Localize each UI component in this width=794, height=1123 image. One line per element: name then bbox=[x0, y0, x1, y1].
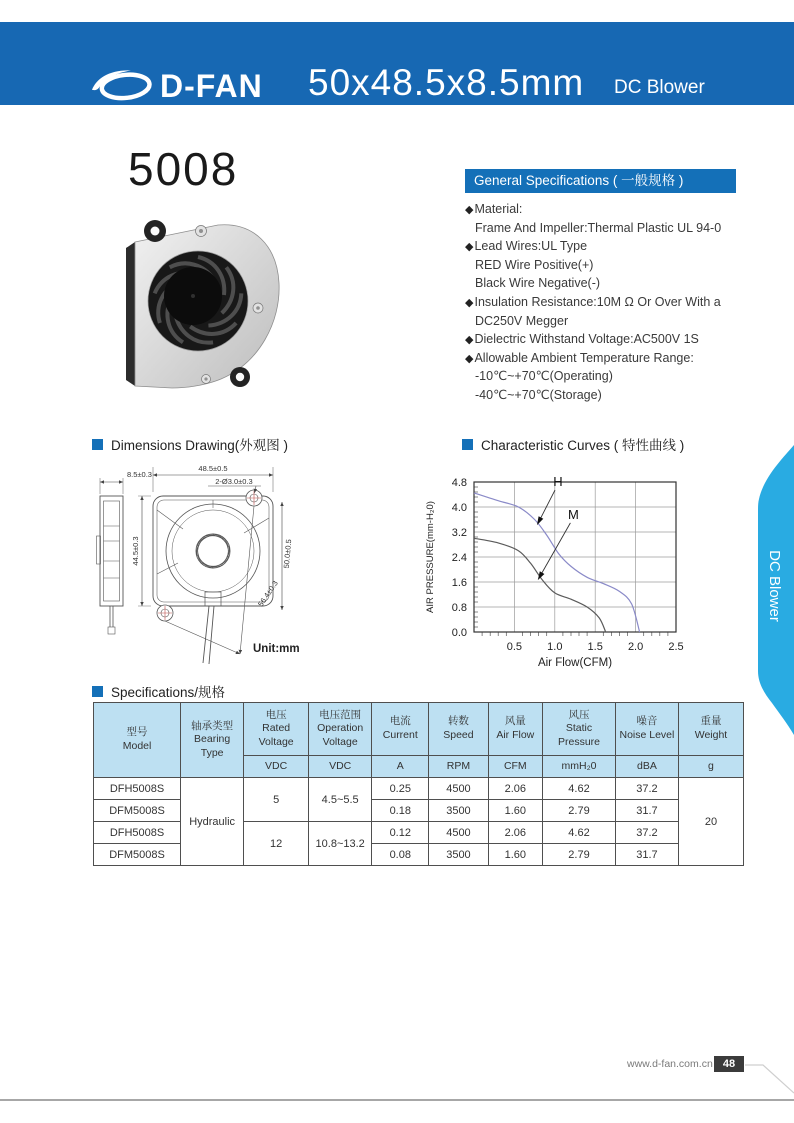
spec-line: ◆Lead Wires:UL Type bbox=[465, 239, 588, 254]
blue-square-bullet-icon bbox=[92, 439, 103, 450]
header-bar bbox=[0, 22, 794, 105]
unit-cell: VDC bbox=[309, 756, 372, 778]
cell-weight: 20 bbox=[678, 778, 743, 866]
unit-cell: VDC bbox=[244, 756, 309, 778]
cell-airflow: 1.60 bbox=[488, 800, 543, 822]
spec-line: ◆Material: bbox=[465, 202, 523, 216]
svg-text:M: M bbox=[567, 506, 579, 522]
blue-square-bullet-icon bbox=[462, 439, 473, 450]
cell-model: DFH5008S bbox=[94, 822, 181, 844]
website-url: www.d-fan.com.cn bbox=[627, 1058, 713, 1070]
svg-text:3.2: 3.2 bbox=[451, 527, 467, 539]
dimensions-drawing bbox=[88, 456, 423, 691]
cell-current: 0.18 bbox=[372, 800, 429, 822]
unit-cell: dBA bbox=[615, 756, 678, 778]
front-view bbox=[153, 496, 273, 664]
svg-text:4.8: 4.8 bbox=[451, 477, 467, 489]
y-axis-label: AIR PRESSURE(mm-H₂0) bbox=[425, 501, 436, 613]
svg-text:0.8: 0.8 bbox=[451, 602, 467, 614]
cell-rated-voltage: 5 bbox=[244, 778, 309, 822]
d-fan-logo-icon bbox=[90, 66, 156, 105]
mounting-holes bbox=[157, 490, 262, 621]
col-header-pressure: 风压 Static Pressure bbox=[543, 703, 616, 756]
spec-line: -40℃~+70℃(Storage) bbox=[475, 387, 602, 402]
unit-cell: RPM bbox=[429, 756, 488, 778]
characteristic-curves-chart bbox=[420, 456, 750, 686]
curves-section-title: Characteristic Curves ( 特性曲线 ) bbox=[462, 434, 684, 454]
side-view bbox=[97, 496, 124, 634]
page-number-badge: 48 bbox=[714, 1056, 744, 1072]
table-row bbox=[94, 778, 744, 800]
svg-text:2.0: 2.0 bbox=[627, 641, 644, 653]
spec-line: Frame And Impeller:Thermal Plastic UL 94-0 bbox=[475, 220, 722, 235]
cell-model: DFM5008S bbox=[94, 844, 181, 866]
cell-pressure: 4.62 bbox=[543, 822, 616, 844]
dimensions-section-title: Dimensions Drawing(外观图 ) bbox=[92, 434, 288, 454]
side-tab-label: DC Blower bbox=[766, 550, 783, 622]
spec-line: Black Wire Negative(-) bbox=[475, 276, 601, 291]
cell-model: DFM5008S bbox=[94, 800, 181, 822]
col-header-operation-voltage: 电压范围 Operation Voltage bbox=[309, 703, 372, 756]
svg-text:2.5: 2.5 bbox=[668, 641, 684, 653]
specifications-table bbox=[93, 702, 744, 866]
cell-current: 0.25 bbox=[372, 778, 429, 800]
svg-text:44.5±0.3: 44.5±0.3 bbox=[131, 536, 140, 566]
col-header-model: 型号 Model bbox=[94, 703, 181, 778]
col-header-airflow: 风量 Air Flow bbox=[488, 703, 543, 756]
cell-current: 0.08 bbox=[372, 844, 429, 866]
cell-speed: 4500 bbox=[429, 822, 488, 844]
cell-pressure: 4.62 bbox=[543, 778, 616, 800]
diamond-bullet-icon: ◆ bbox=[465, 334, 474, 347]
cell-voltage-range: 4.5~5.5 bbox=[309, 778, 372, 822]
svg-text:1.0: 1.0 bbox=[547, 641, 563, 653]
unit-cell: A bbox=[372, 756, 429, 778]
spec-line: ◆Dielectric Withstand Voltage:AC500V 1S bbox=[465, 332, 699, 347]
cell-model: DFH5008S bbox=[94, 778, 181, 800]
svg-text:1.6: 1.6 bbox=[451, 577, 467, 589]
page-title-size: 50x48.5x8.5mm bbox=[308, 62, 585, 103]
brand-name: D-FAN bbox=[160, 68, 263, 104]
svg-text:8.5±0.3: 8.5±0.3 bbox=[127, 470, 152, 479]
cell-pressure: 2.79 bbox=[543, 844, 616, 866]
diamond-bullet-icon: ◆ bbox=[465, 296, 474, 309]
spec-line: DC250V Megger bbox=[475, 313, 569, 328]
diamond-bullet-icon: ◆ bbox=[465, 204, 474, 216]
cell-noise: 37.2 bbox=[615, 822, 678, 844]
cell-current: 0.12 bbox=[372, 822, 429, 844]
col-header-bearing: 轴承类型 Bearing Type bbox=[181, 703, 244, 778]
cell-airflow: 2.06 bbox=[488, 778, 543, 800]
unit-cell: g bbox=[678, 756, 743, 778]
spec-line: RED Wire Positive(+) bbox=[475, 257, 594, 272]
product-type-label: DC Blower bbox=[614, 77, 705, 98]
x-axis-label: Air Flow(CFM) bbox=[537, 657, 613, 669]
svg-text:1.5: 1.5 bbox=[587, 641, 603, 653]
col-header-weight: 重量 Weight bbox=[678, 703, 743, 756]
model-number: 5008 bbox=[128, 143, 239, 195]
unit-cell: mmH₂0 bbox=[543, 756, 616, 778]
svg-text:0.5: 0.5 bbox=[506, 641, 523, 653]
spec-line: ◆Allowable Ambient Temperature Range: bbox=[465, 350, 694, 365]
general-specs-title: General Specifications ( 一般规格 ) bbox=[465, 169, 736, 193]
svg-text:48.5±0.5: 48.5±0.5 bbox=[198, 464, 228, 473]
svg-text:2.4: 2.4 bbox=[451, 552, 467, 564]
blue-square-bullet-icon bbox=[92, 686, 103, 697]
diamond-bullet-icon: ◆ bbox=[465, 352, 474, 365]
cell-speed: 4500 bbox=[429, 778, 488, 800]
svg-text:4.0: 4.0 bbox=[451, 502, 467, 514]
cell-voltage-range: 10.8~13.2 bbox=[309, 822, 372, 866]
general-specs-list bbox=[465, 200, 785, 405]
cell-noise: 31.7 bbox=[615, 844, 678, 866]
unit-label: Unit:mm bbox=[253, 643, 300, 655]
cell-airflow: 1.60 bbox=[488, 844, 543, 866]
cell-speed: 3500 bbox=[429, 800, 488, 822]
cell-noise: 31.7 bbox=[615, 800, 678, 822]
cell-pressure: 2.79 bbox=[543, 800, 616, 822]
cell-noise: 37.2 bbox=[615, 778, 678, 800]
col-header-speed: 转数 Speed bbox=[429, 703, 488, 756]
svg-text:50.0±0.5: 50.0±0.5 bbox=[281, 538, 294, 569]
unit-cell: CFM bbox=[488, 756, 543, 778]
cell-bearing: Hydraulic bbox=[181, 778, 244, 866]
cell-airflow: 2.06 bbox=[488, 822, 543, 844]
cell-speed: 3500 bbox=[429, 844, 488, 866]
side-tab-dc-blower bbox=[748, 443, 794, 743]
spec-line: -10℃~+70℃(Operating) bbox=[475, 369, 613, 384]
svg-text:56.4±0.3: 56.4±0.3 bbox=[256, 579, 280, 609]
spec-line: ◆Insulation Resistance:10M Ω Or Over With a bbox=[465, 294, 721, 309]
spec-table-title: Specifications/规格 bbox=[92, 681, 225, 701]
col-header-noise: 噪音 Noise Level bbox=[615, 703, 678, 756]
col-header-current: 电流 Current bbox=[372, 703, 429, 756]
footer-decorative-lines bbox=[0, 1055, 794, 1105]
svg-text:2-Ø3.0±0.3: 2-Ø3.0±0.3 bbox=[215, 477, 253, 486]
svg-text:H: H bbox=[553, 474, 563, 490]
diamond-bullet-icon: ◆ bbox=[465, 241, 474, 254]
product-photo-blower bbox=[106, 198, 286, 398]
cell-rated-voltage: 12 bbox=[244, 822, 309, 866]
svg-text:0.0: 0.0 bbox=[451, 627, 467, 639]
col-header-rated-voltage: 电压 Rated Voltage bbox=[244, 703, 309, 756]
